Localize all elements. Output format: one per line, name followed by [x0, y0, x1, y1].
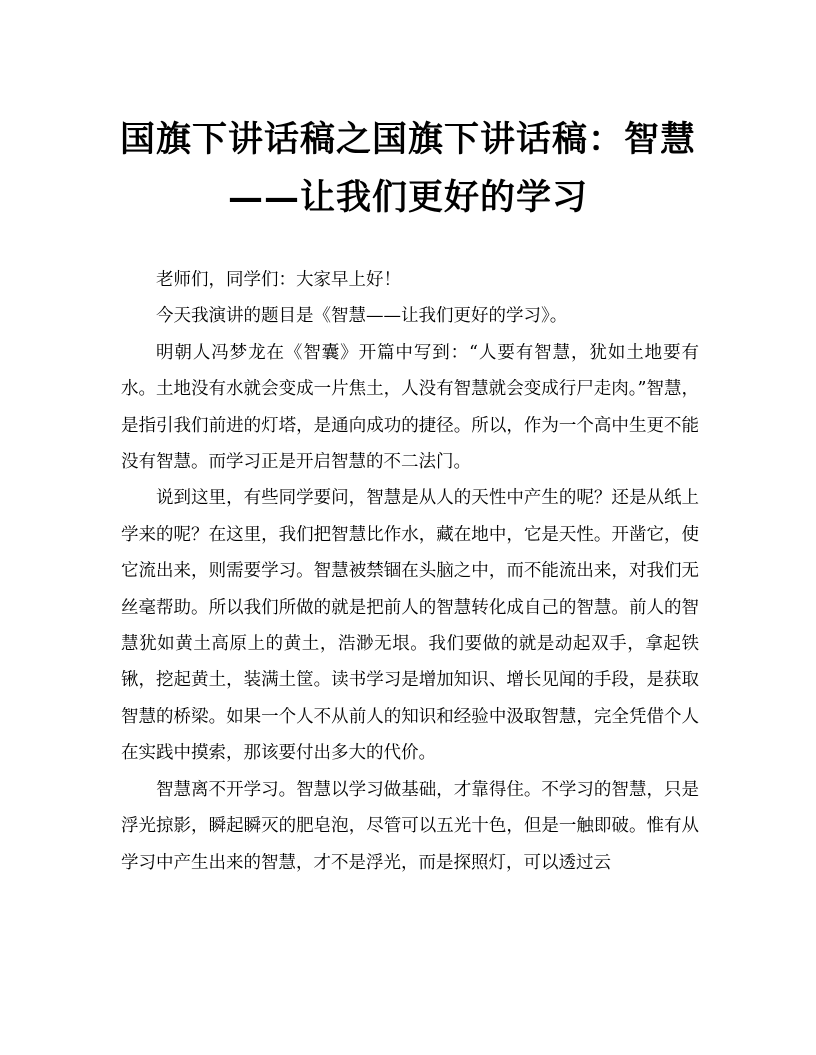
document-title-line-2: ——让我们更好的学习 — [227, 177, 588, 218]
paragraph-quote: 明朝人冯梦龙在《智囊》开篇中写到：“人要有智慧，犹如土地要有水。土地没有水就会变成一片焦土，人没有智慧就会变成行尸走肉。”智慧，是指引我们前进的灯塔，是通向成功的捷径。所以，作为一个高中生更不能没有智慧。而学习正是开启智慧的不二法门。 — [121, 342, 699, 473]
paragraph-greeting: 老师们，同学们：大家早上好！ — [156, 270, 401, 290]
paragraph-topic: 今天我演讲的题目是《智慧——让我们更好的学习》。 — [156, 306, 568, 327]
document-body — [121, 262, 699, 881]
document-title-line-1: 国旗下讲话稿之国旗下讲话稿：智慧 — [120, 119, 697, 160]
paragraph-wisdom-needs-learning: 智慧离不开学习。智慧以学习做基础，才靠得住。不学习的智慧，只是浮光掠影，瞬起瞬灭的肥皂泡，尽管可以五光十色，但是一触即破。惟有从学习中产生出来的智慧，才不是浮光，而是探照灯，可以透过云 — [121, 779, 699, 873]
paragraph-source-of-wisdom: 说到这里，有些同学要问，智慧是从人的天性中产生的呢？还是从纸上学来的呢？在这里，我们把智慧比作水，藏在地中，它是天性。开凿它，使它流出来，则需要学习。智慧被禁锢在头脑之中，而不能流出来，对我们无丝毫帮助。所以我们所做的就是把前人的智慧转化成自己的智慧。前人的智慧犹如黄土高原上的黄土，浩渺无垠。我们要做的就是动起双手，拿起铁锹，挖起黄土，装满土筐。读书学习是增加知识、增长见闻的手段，是获取智慧的桥梁。如果一个人不从前人的知识和经验中汲取智慧，完全凭借个人在实践中摸索，那该要付出多大的代价。 — [121, 488, 699, 764]
